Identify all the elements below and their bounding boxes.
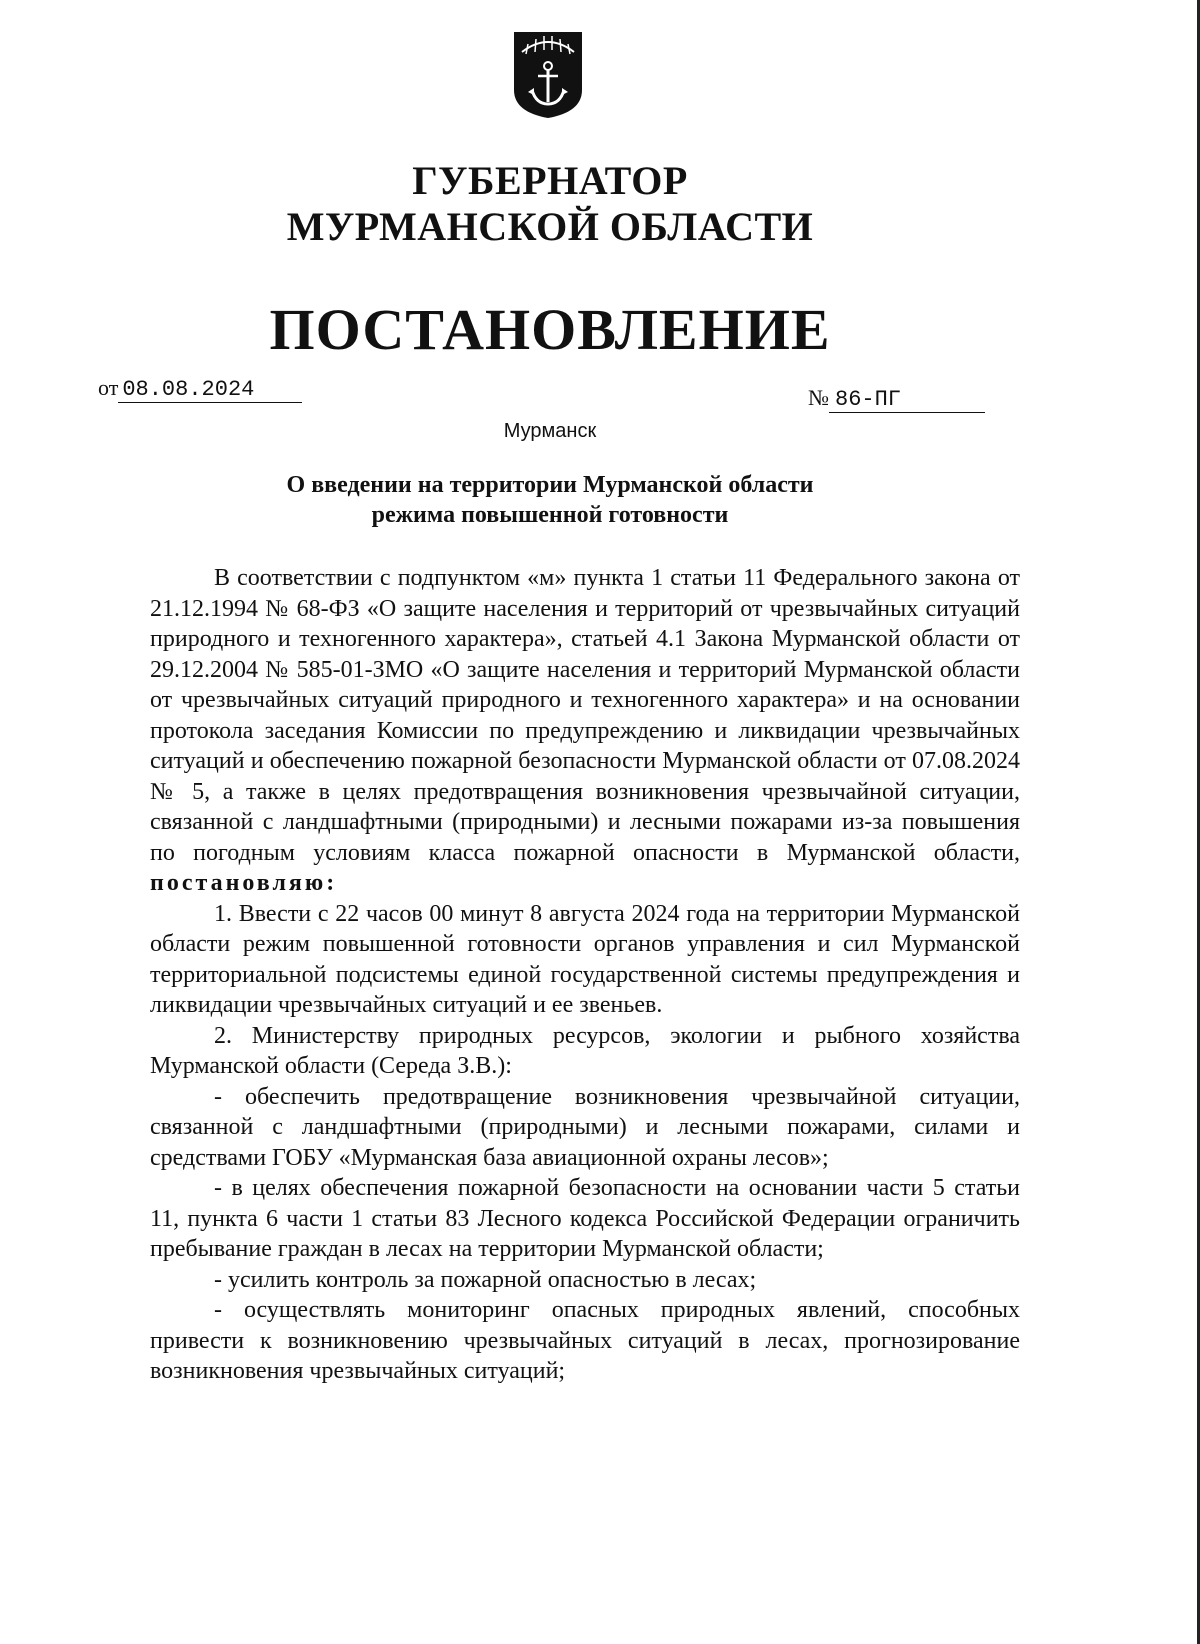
decree-word: постановляю: [150,870,338,896]
document-type: ПОСТАНОВЛЕНИЕ [269,297,831,362]
item-2-sub-2: - в целях обеспечения пожарной безопасности на основании части 5 статьи 11, пункта 6 части 1 статьи 83 Лесного кодекса Российской Федерации ограничить пребывание граждан в лесах на территории Мурманской области; [150,1175,1020,1262]
preamble-paragraph [150,563,1020,899]
item-1-paragraph: 1. Ввести с 22 часов 00 минут 8 августа 2024 года на территории Мурманской области режим повышенной готовности органов управления и сил Мурманской территориальной подсистемы единой государственной системы предупреждения и ликвидации чрезвычайных ситуаций и ее звеньев. [150,900,1020,1018]
authority-line2: МУРМАНСКОЙ ОБЛАСТИ [286,204,814,249]
item-2-sub-4: - осуществлять мониторинг опасных природных явлений, способных привести к возникновению чрезвычайных ситуаций в лесах, прогнозирование возникновения чрезвычайных ситуаций; [150,1297,1020,1384]
document-number: 86-ПГ [829,387,985,413]
item-2-sub-1: - обеспечить предотвращение возникновения чрезвычайной ситуации, связанной с ландшафтными (природными) и лесными пожарами, силами и средствами ГОБУ «Мурманская база авиационной охраны лесов»; [150,1083,1020,1171]
date-prefix: от [98,375,119,400]
authority-line1: ГУБЕРНАТОР [412,158,688,203]
subject-line2: режима повышенной готовности [371,502,729,528]
item-2-paragraph: 2. Министерству природных ресурсов, экологии и рыбного хозяйства Мурманской области (Середа З.В.): [150,1022,1020,1079]
document-city: Мурманск [503,420,597,442]
document-body [150,563,1020,1387]
document-date: 08.08.2024 [118,377,302,403]
document-date-line [98,375,302,403]
preamble-text: В соответствии с подпунктом «м» пункта 1 статьи 11 Федерального закона от 21.12.1994 № 68-ФЗ «О защите населения и территорий от чрезвычайных ситуаций природного и техногенного характера», статьей 4.1 Закона Мурманской области от 29.12.2004 № 585-01-ЗМО «О защите населения и территорий Мурманской области от чрезвычайных ситуаций природного и техногенного характера» и на основании протокола заседания Комиссии по предупреждению и ликвидации чрезвычайных ситуаций и обеспечению пожарной безопасности Мурманской области от 07.08.2024 № 5, а также в целях предотвращения возникновения чрезвычайной ситуации, связанной с ландшафтными (природными) и лесными пожарами из-за повышения по погодным условиям класса пожарной опасности в Мурманской области, [150,565,1020,866]
authority-title [0,158,1100,250]
coat-of-arms-emblem [512,30,584,120]
document-number-line [808,385,985,413]
number-prefix: № [808,385,829,410]
subject-line1: О введении на территории Мурманской области [286,472,814,498]
item-2-sub-3: - усилить контроль за пожарной опасностью в лесах; [214,1266,757,1293]
document-subject [0,470,1100,530]
